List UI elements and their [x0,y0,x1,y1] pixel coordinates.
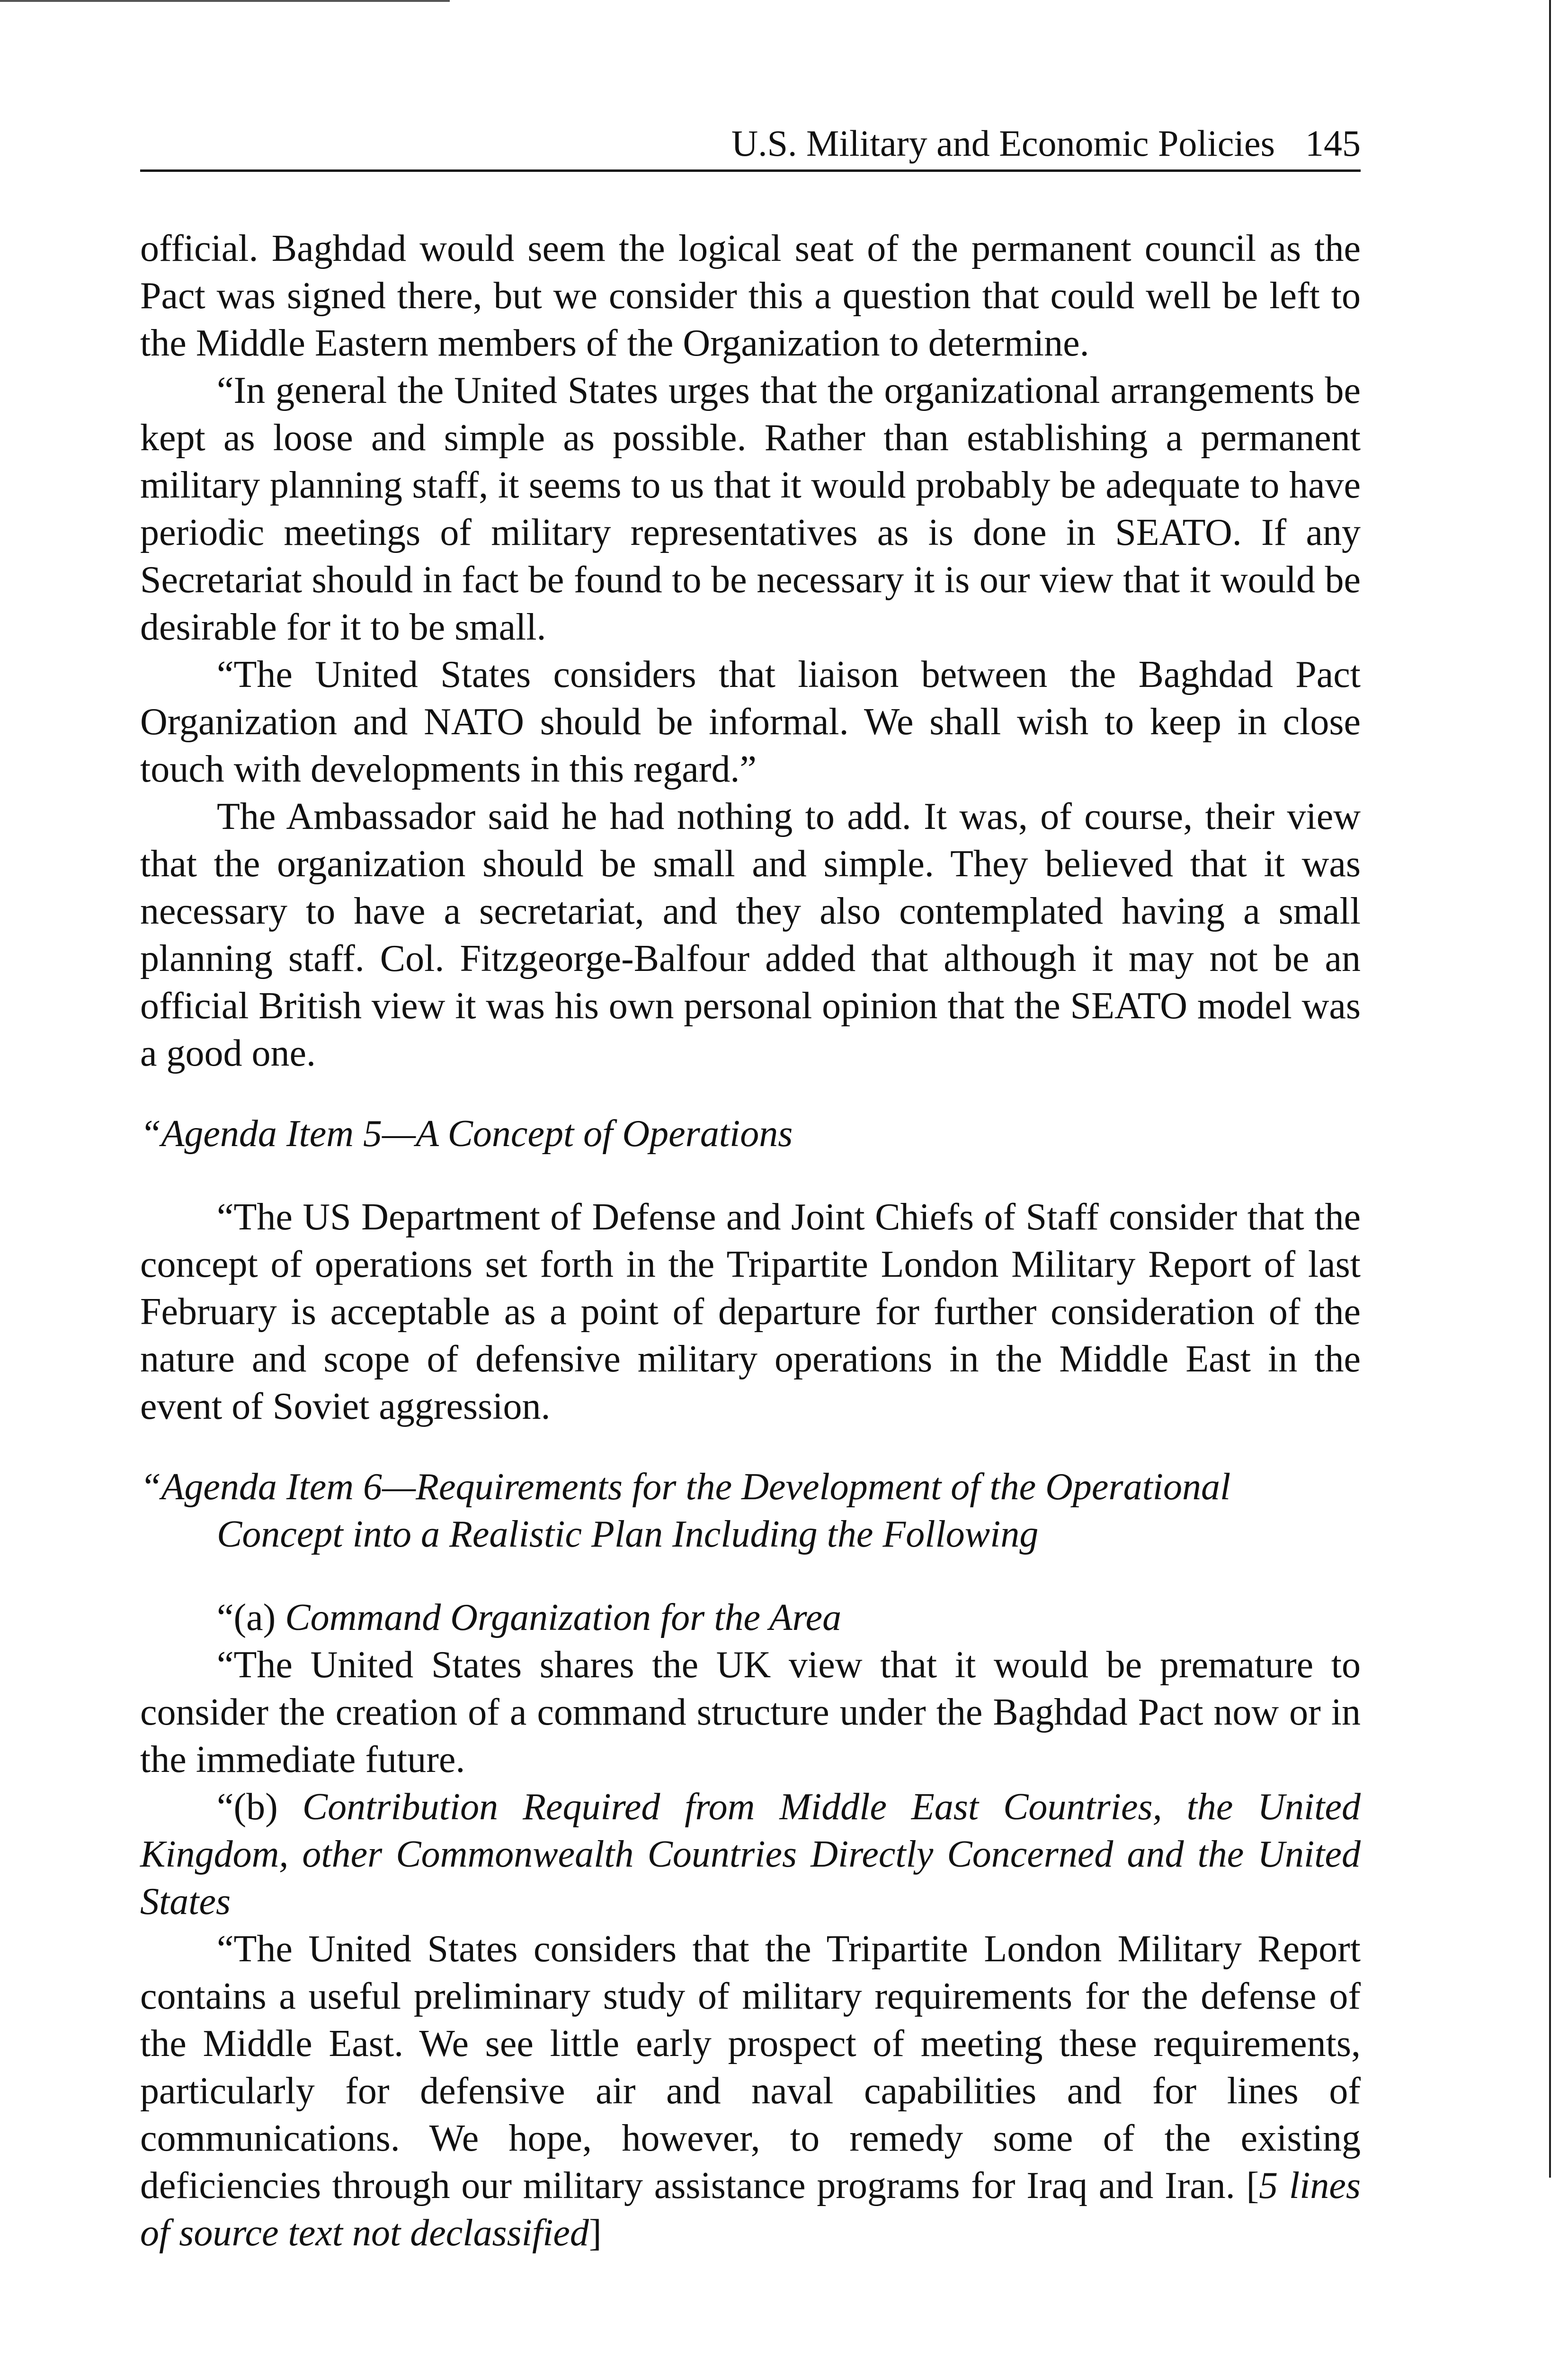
subheading-a-prefix: “(a) [217,1597,285,1638]
paragraph-7 [140,1925,1361,2257]
document-body [140,225,1361,2257]
subheading-b-prefix: “(b) [217,1786,303,1828]
heading-agenda-item-6: “Agenda Item 6—Requirements for the Development of the Operational Concept into a Realistic Plan Including the Following [140,1466,1231,1555]
paragraph-4: The Ambassador said he had nothing to add. It was, of course, their view that the organization should be small and simple. They believed that it was necessary to have a secretariat, and they also contemplated having a small planning staff. Col. Fitzgeorge-Balfour added that although it may not be an official British view it was his own personal opinion that the SEATO model was a good one. [140,796,1361,1074]
paragraph-2: “In general the United States urges that the organizational arrangements be kept as loose and simple as possible. Rather than establishing a permanent military planning staff, it seems to us that it would probably be adequate to have periodic meetings of military representatives as is done in SEATO. If any Secretariat should in fact be found to be necessary it is our view that it would be desirable for it to be small. [140,370,1361,648]
running-header [140,122,1361,172]
scan-edge-top [0,0,450,2]
paragraph-1: official. Baghdad would seem the logical seat of the permanent council as the Pact was signed there, but we consider this a question that could well be left to the Middle Eastern members of the Organization to determine. [140,228,1361,364]
subheading-b-title: Contribution Required from Middle East Countries, the United Kingdom, other Commonwealth Countries Directly Concerned and the United States [140,1786,1361,1922]
paragraph-5: “The US Department of Defense and Joint Chiefs of Staff consider that the concept of operations set forth in the Tripartite London Military Report of last February is acceptable as a point of departure for further consideration of the nature and scope of defensive military operations in the Middle East in the event of Soviet aggression. [140,1196,1361,1427]
scan-edge-right [1549,0,1551,2178]
paragraph-7-text: “The United States considers that the Tripartite London Military Report contains a useful preliminary study of military requirements for the defense of the Middle East. We see little early prospect of meeting these requirements, particularly for defensive air and naval capabilities and for lines of communications. We hope, however, to remedy some of the existing deficiencies through our military assistance programs for Iraq and Iran. [ [140,1928,1361,2207]
paragraph-6: “The United States shares the UK view that it would be premature to consider the creation of a command structure under the Baghdad Pact now or in the immediate future. [140,1644,1361,1780]
subheading-a-title: Command Organization for the Area [285,1597,842,1638]
paragraph-3: “The United States considers that liaison between the Baghdad Pact Organization and NATO should be informal. We shall wish to keep in close touch with developments in this regard.” [140,654,1361,790]
redaction-note: 5 lines of source text not declassified [140,2165,1361,2254]
page-number: 145 [1305,123,1361,164]
redaction-close-bracket: ] [588,2212,602,2254]
running-title: U.S. Military and Economic Policies [731,123,1275,164]
heading-agenda-item-5: “Agenda Item 5—A Concept of Operations [140,1113,793,1155]
subheading-b [140,1783,1361,1925]
subheading-a [140,1594,1361,1641]
